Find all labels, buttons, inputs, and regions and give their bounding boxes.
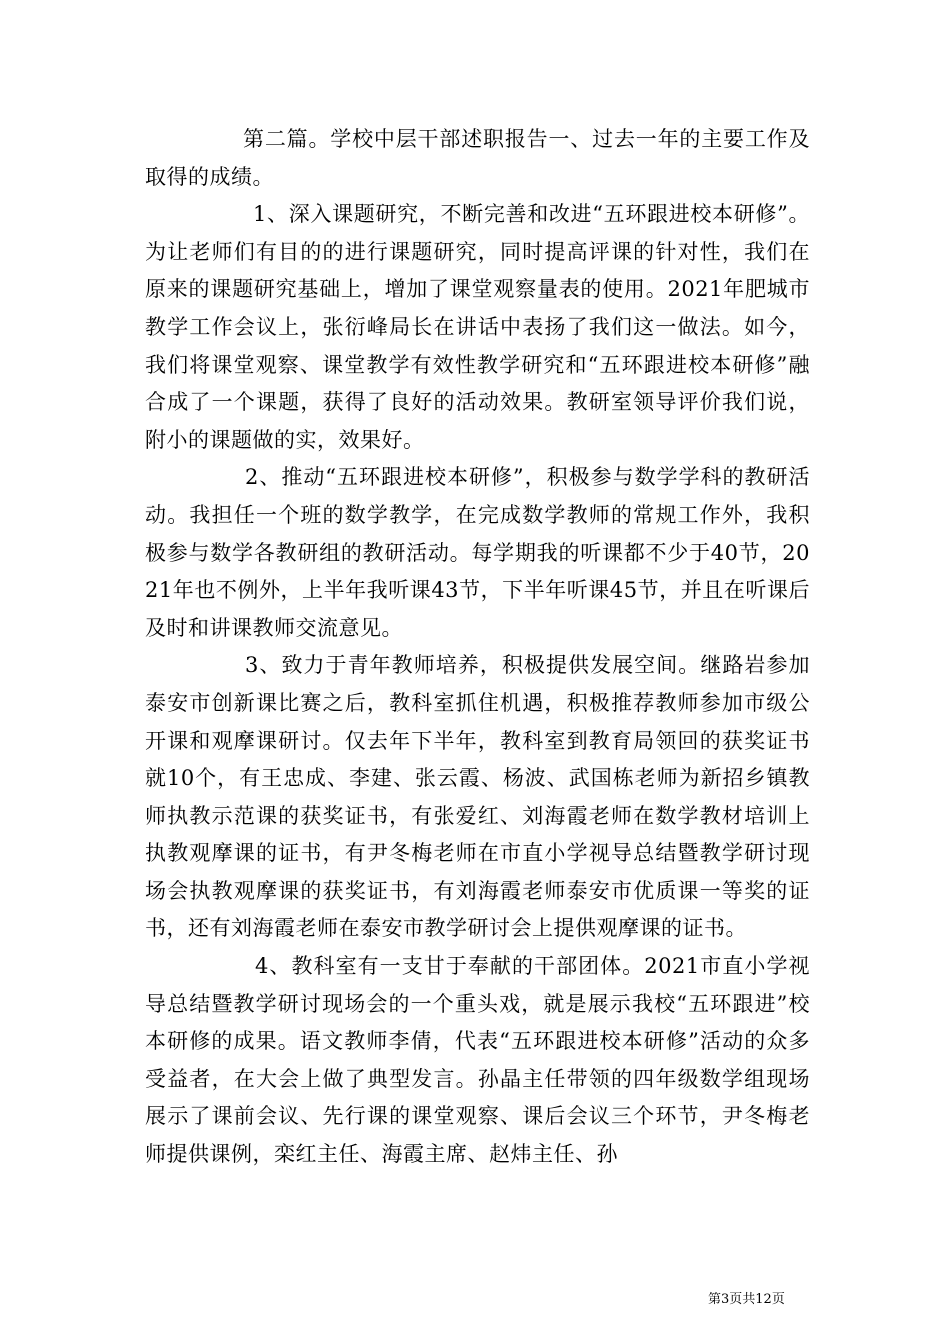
page-number-footer: 第3页共12页 <box>708 1292 785 1307</box>
paragraph-4: 4、教科室有一支甘于奉献的干部团体。2021市直小学视导总结暨教学研讨现场会的一个重头戏，就是展示我校“五环跟进”校本研修的成果。语文教师李倩，代表“五环跟进校本研修”活动的众多受益者，在大会上做了典型发言。孙晶主任带领的四年级数学组现场展示了课前会议、先行课的课堂观察、课后会议三个环节，尹冬梅老师提供课例，栾红主任、海霞主席、赵炜主任、孙 <box>145 954 810 1167</box>
paragraph-2: 2、推动“五环跟进校本研修”，积极参与数学学科的教研活动。我担任一个班的数学教学，在完成数学教师的常规工作外，我积极参与数学各教研组的教研活动。每学期我的听课都不少于40节，2021年也不例外，上半年我听课43节，下半年听课45节，并且在听课后及时和讲课教师交流意见。 <box>145 465 810 640</box>
document-body <box>145 121 810 1174</box>
paragraph-1: 1、深入课题研究，不断完善和改进“五环跟进校本研修”。为让老师们有目的的进行课题研究，同时提高评课的针对性，我们在原来的课题研究基础上，增加了课堂观察量表的使用。2021年肥城市教学工作会议上，张衍峰局长在讲话中表扬了我们这一做法。如今，我们将课堂观察、课堂教学有效性教学研究和“五环跟进校本研修”融合成了一个课题，获得了良好的活动效果。教研室领导评价我们说，附小的课题做的实，效果好。 <box>145 202 810 452</box>
heading-paragraph: 第二篇。学校中层干部述职报告一、过去一年的主要工作及取得的成绩。 <box>145 127 810 189</box>
paragraph-3: 3、致力于青年教师培养，积极提供发展空间。继路岩参加泰安市创新课比赛之后，教科室抓住机遇，积极推荐教师参加市级公开课和观摩课研讨。仅去年下半年，教科室到教育局领回的获奖证书就10个，有王忠成、李建、张云霞、杨波、武国栋老师为新招乡镇教师执教示范课的获奖证书，有张爱红、刘海霞老师在数学教材培训上执教观摩课的证书，有尹冬梅老师在市直小学视导总结暨教学研讨现场会执教观摩课的获奖证书，有刘海霞老师泰安市优质课一等奖的证书，还有刘海霞老师在泰安市教学研讨会上提供观摩课的证书。 <box>145 653 810 941</box>
